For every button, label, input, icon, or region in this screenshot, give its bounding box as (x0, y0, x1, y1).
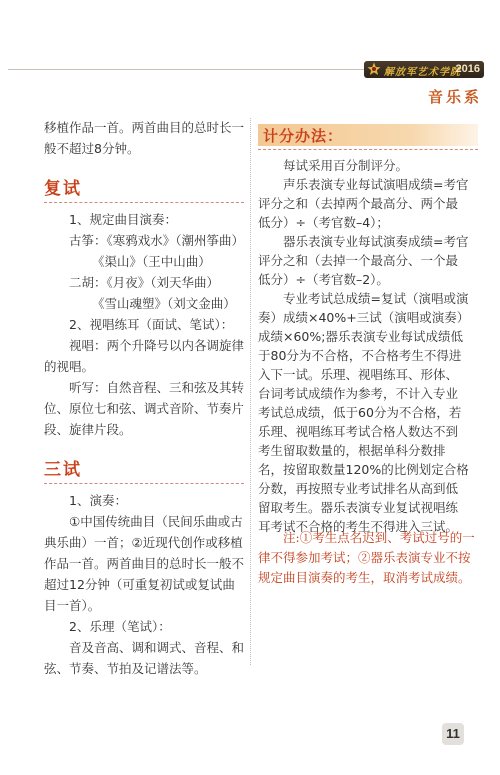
fushi-guzheng: 古筝：《寒鸦戏水》（潮州筝曲） (69, 233, 245, 248)
fushi-item-1: 1、规定曲目演奏： (69, 212, 177, 227)
school-emblem-icon (367, 62, 381, 76)
section-rule (44, 483, 244, 484)
section-title-fushi: 复试 (44, 179, 82, 199)
header-rule (8, 69, 368, 70)
scoring-total: 专业考试总成绩=复试（演唱或演奏）成绩×40%+三试（演唱或演奏）成绩×60%;器乐表演专业每试成绩低于80分为不合格，不合格考生不得进入下一试。乐理、视唱练耳、形体、台词考试成绩作为参考，不计入专业考试总成绩，低于60分为不合格，若乐理、视唱练耳考试合格人数达不到考生留取数量的，根据单科分数排名，按留取数量120%的比例划定合格分数，再按照专业考试排名从高到低留取考生。器乐表演专业复试视唱练耳考试不合格的考生不得进入三试。 (258, 291, 470, 534)
header-badge (364, 61, 484, 78)
scoring-method-title: 计分办法： (263, 127, 344, 145)
sanshi-item-1: 1、演奏： (69, 493, 127, 508)
school-name: 解放军艺术学院 (384, 67, 461, 78)
fushi-erhu: 二胡：《月夜》（刘天华曲） (69, 275, 220, 290)
section-rule (258, 149, 478, 150)
section-title-sanshi: 三试 (44, 460, 82, 480)
fushi-erhu-2: 《雪山魂塑》（刘文金曲） (92, 296, 236, 311)
left-column (44, 117, 244, 679)
sanshi-repertoire: ①中国传统曲目（民间乐曲或古典乐曲）一首；②近现代创作或移植作品一首。两首曲目的总时长一般不超过12分钟（可重复初试或复试曲目一首）。 (44, 514, 245, 613)
intro-text: 移植作品一首。两首曲目的总时长一般不超过8分钟。 (44, 120, 245, 156)
right-column (258, 156, 470, 536)
page-number: 11 (442, 723, 464, 745)
header-year: 2016 (455, 63, 480, 75)
sanshi-item-2: 2、乐理（笔试）： (69, 619, 171, 634)
sanshi-theory: 音及音高、调和调式、音程、和弦、节奏、节拍及记谱法等。 (44, 640, 245, 676)
fushi-guzheng-2: 《渠山》（王中山曲） (92, 254, 211, 269)
section-rule (44, 202, 244, 203)
fushi-shichang: 视唱：两个升降号以内各调旋律的视唱。 (44, 338, 245, 374)
fushi-item-2: 2、视唱练耳（面试、笔试）： (69, 317, 234, 332)
scoring-p1: 每试采用百分制评分。 (283, 158, 409, 173)
scoring-vocal: 声乐表演专业每试演唱成绩=考官评分之和（去掉两个最高分、两个最低分）÷（考官数–4）； (258, 177, 469, 230)
scoring-instrumental: 器乐表演专业每试演奏成绩=考官评分之和（去掉一个最高分、一个最低分）÷（考官数–2）。 (258, 234, 469, 287)
department-title: 音乐系 (427, 88, 482, 106)
column-divider (250, 118, 251, 665)
fushi-tingxie: 听写：自然音程、三和弦及其转位、原位七和弦、调式音阶、节奏片段、旋律片段。 (44, 380, 245, 437)
scoring-method-band (258, 124, 478, 146)
note-text: 注:①考生点名迟到、考试过号的一律不得参加考试；②器乐表演专业不按规定曲目演奏的考生，取消考试成绩。 (258, 530, 475, 585)
